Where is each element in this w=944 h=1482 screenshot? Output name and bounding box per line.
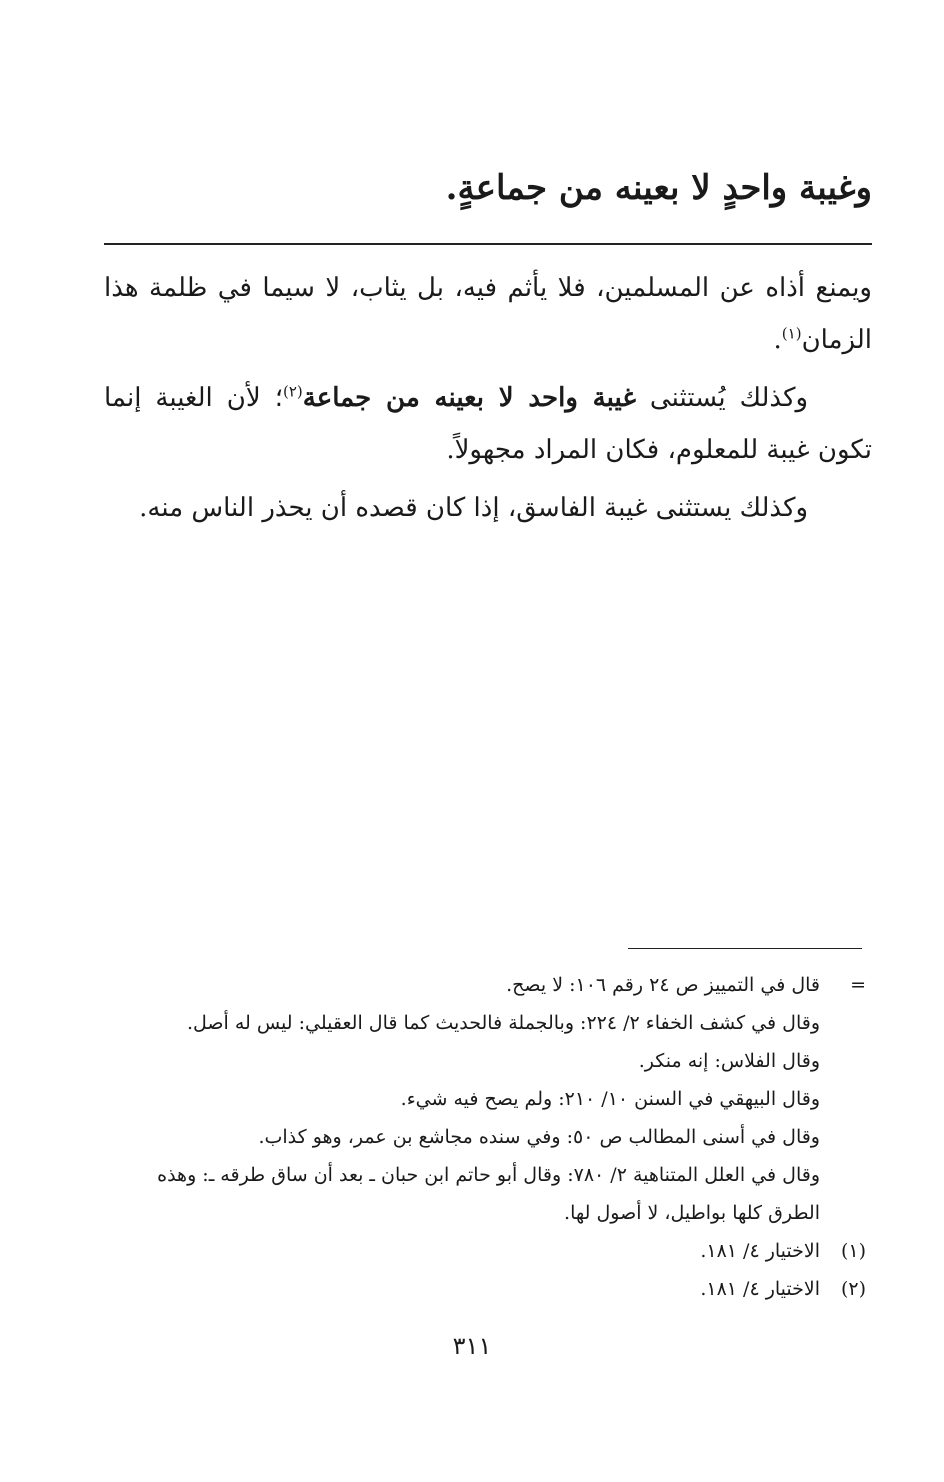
footnote-row xyxy=(106,1004,866,1042)
footnote-line: وقال في كشف الخفاء ٢/ ٢٢٤: وبالجملة فالحديث كما قال العقيلي: ليس له أصل. xyxy=(186,1012,820,1034)
footnote-1-mark: (١) xyxy=(840,1240,866,1262)
note-spacer xyxy=(820,1004,866,1042)
footnote-2-text: الاختيار ٤/ ١٨١. xyxy=(700,1278,820,1300)
footnote-line: وقال البيهقي في السنن ١٠/ ٢١٠: ولم يصح فيه شيء. xyxy=(400,1088,820,1110)
footnote-ref-2[interactable]: (٢) xyxy=(282,382,303,401)
footnote-row xyxy=(106,1080,866,1118)
note-spacer xyxy=(820,1042,866,1080)
note-spacer xyxy=(820,1080,866,1118)
footnote-separator-rule xyxy=(628,948,862,949)
footnote-row xyxy=(106,1156,866,1232)
paragraph-3: وكذلك يستثنى غيبة الفاسق، إذا كان قصده أن يحذر الناس منه. xyxy=(139,493,808,523)
continuation-mark: = xyxy=(850,974,866,996)
paragraph-2 xyxy=(104,372,872,476)
matn-heading: وغيبة واحدٍ لا بعينه من جماعةٍ. xyxy=(445,168,872,208)
footnote-row xyxy=(106,1118,866,1156)
footnote-ref-1[interactable]: (١) xyxy=(781,324,802,343)
footnotes xyxy=(106,966,866,1308)
footnote-2 xyxy=(106,1270,866,1308)
footnote-1 xyxy=(106,1232,866,1270)
footnote-line: وقال في العلل المتناهية ٢/ ٧٨٠: وقال أبو حاتم ابن حبان ـ بعد أن ساق طرقه ـ: وهذه الطرق كلها بواطيل، لا أصول لها. xyxy=(157,1164,820,1224)
paragraph-2-bold-quote: غيبة واحد لا بعينه من جماعة xyxy=(302,383,636,413)
paragraph-1 xyxy=(104,262,872,366)
page-number: ٣١١ xyxy=(452,1332,492,1360)
note-spacer xyxy=(820,1156,866,1232)
paragraph-2-post: ؛ لأن الغيبة إنما تكون غيبة للمعلوم، فكان المراد مجهولاً. xyxy=(104,383,872,465)
note-spacer xyxy=(820,1118,866,1156)
paragraph-1-end: . xyxy=(773,325,782,355)
footnote-row xyxy=(106,1042,866,1080)
footnote-line: وقال في أسنى المطالب ص ٥٠: وفي سنده مجاشع بن عمر، وهو كذاب. xyxy=(258,1126,820,1148)
footnote-2-mark: (٢) xyxy=(840,1278,866,1300)
footnote-line: وقال الفلاس: إنه منكر. xyxy=(638,1050,820,1072)
footnote-line: قال في التمييز ص ٢٤ رقم ١٠٦: لا يصح. xyxy=(506,974,820,996)
commentary-body xyxy=(104,262,872,540)
matn-separator-rule xyxy=(104,243,872,245)
footnote-continuation xyxy=(106,966,866,1004)
paragraph-2-pre: وكذلك يُستثنى xyxy=(635,383,809,413)
footnote-1-text: الاختيار ٤/ ١٨١. xyxy=(700,1240,820,1262)
paragraph-1-text: ويمنع أذاه عن المسلمين، فلا يأثم فيه، بل يثاب، لا سيما في ظلمة هذا الزمان xyxy=(104,273,872,355)
